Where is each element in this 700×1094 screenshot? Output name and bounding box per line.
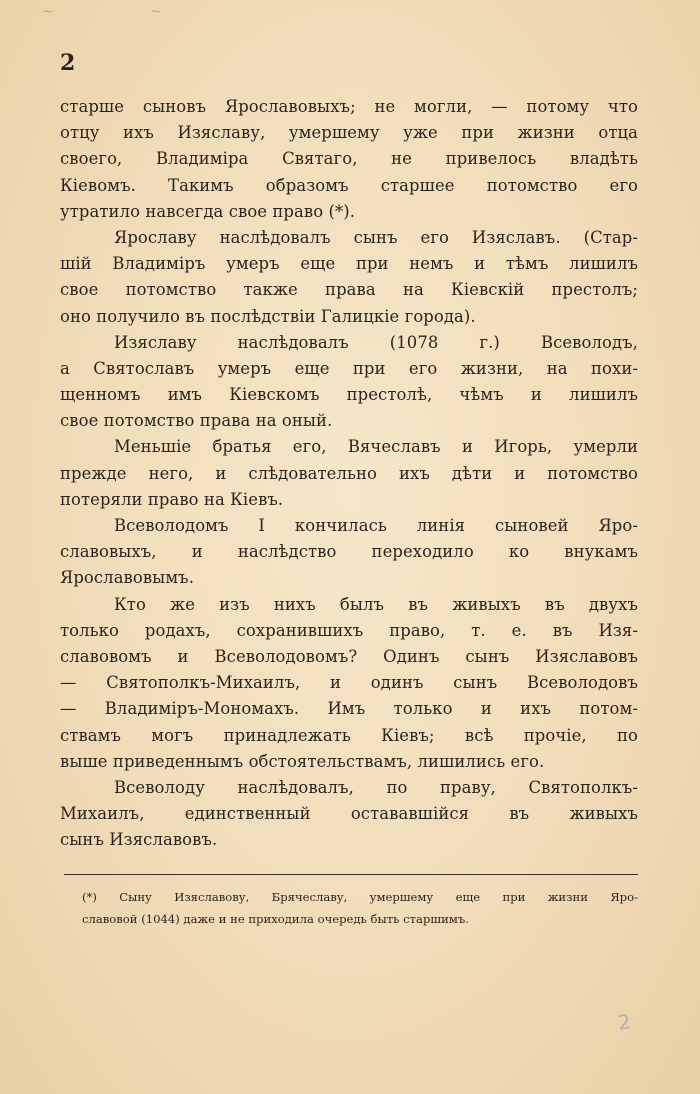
text-line: Всеволоду наслѣдовалъ, по праву, Святополкъ- xyxy=(114,777,638,797)
body-text xyxy=(60,94,638,853)
page-mark-right: ~ xyxy=(150,4,162,20)
text-line: а Святославъ умеръ еще при его жизни, на похи- xyxy=(60,358,638,378)
text-line: — Святополкъ-Михаилъ, и одинъ сынъ Всеволодовъ xyxy=(60,673,638,693)
text-line: щенномъ имъ Кіевскомъ престолѣ, чѣмъ и лишилъ xyxy=(60,385,638,405)
text-line: потеряли право на Кіевъ. xyxy=(60,489,284,509)
text-line: Всеволодомъ I кончилась линія сыновей Яро- xyxy=(114,516,638,535)
text-line: славовыхъ, и наслѣдство переходило ко внукамъ xyxy=(60,542,638,562)
text-line: Кіевомъ. Такимъ образомъ старшее потомство его xyxy=(60,175,638,195)
text-line: утратило навсегда свое право (*). xyxy=(60,201,356,221)
text-line: своего, Владиміра Святаго, не привелось владѣть xyxy=(60,149,638,169)
page-number: 2 xyxy=(60,50,76,76)
page-mark-left: ~ xyxy=(42,4,54,20)
footnote-rule xyxy=(64,874,638,875)
text-line: отцу ихъ Изяславу, умершему уже при жизни отца xyxy=(60,123,638,143)
text-line: Михаилъ, единственный остававшійся въ живыхъ xyxy=(60,804,638,824)
text-line: оно получило въ послѣдствіи Галицкіе города). xyxy=(60,306,476,326)
text-line: Ярославовымъ. xyxy=(60,568,195,588)
text-line: старше сыновъ Ярославовыхъ; не могли, — потому что xyxy=(60,97,638,116)
text-line: Ярославу наслѣдовалъ сынъ его Изяславъ. (Стар- xyxy=(114,227,638,247)
text-line: Изяславу наслѣдовалъ (1078 г.) Всеволодъ, xyxy=(114,332,638,352)
footnote-line: славовой (1044) даже и не приходила очередь быть старшимъ. xyxy=(82,912,469,926)
text-line: свое потомство также права на Кіевскій престолъ; xyxy=(60,280,638,300)
text-line: выше приведеннымъ обстоятельствамъ, лишились его. xyxy=(60,751,545,771)
text-line: славовомъ и Всеволодовомъ? Одинъ сынъ Изяславовъ xyxy=(60,646,638,666)
text-line: Меньшіе братья его, Вячеславъ и Игорь, умерли xyxy=(114,437,638,457)
text-line: Кто же изъ нихъ былъ въ живыхъ въ двухъ xyxy=(114,594,638,614)
text-line: только родахъ, сохранившихъ право, т. е. въ Изя- xyxy=(60,620,638,640)
footnote-line: (*) Сыну Изяславову, Брячеславу, умершему еще при жизни Яро- xyxy=(82,890,638,904)
text-line: прежде него, и слѣдовательно ихъ дѣти и потомство xyxy=(60,463,638,483)
library-stamp: 2 xyxy=(616,1009,633,1035)
text-line: сынъ Изяславовъ. xyxy=(60,830,218,850)
text-line: ствамъ могъ принадлежать Кіевъ; всѣ прочіе, по xyxy=(60,725,638,745)
text-line: — Владиміръ-Мономахъ. Имъ только и ихъ потом- xyxy=(60,699,638,719)
footnote xyxy=(82,886,638,930)
text-line: шій Владиміръ умеръ еще при немъ и тѣмъ лишилъ xyxy=(60,254,638,274)
text-line: свое потомство права на оный. xyxy=(60,411,333,431)
